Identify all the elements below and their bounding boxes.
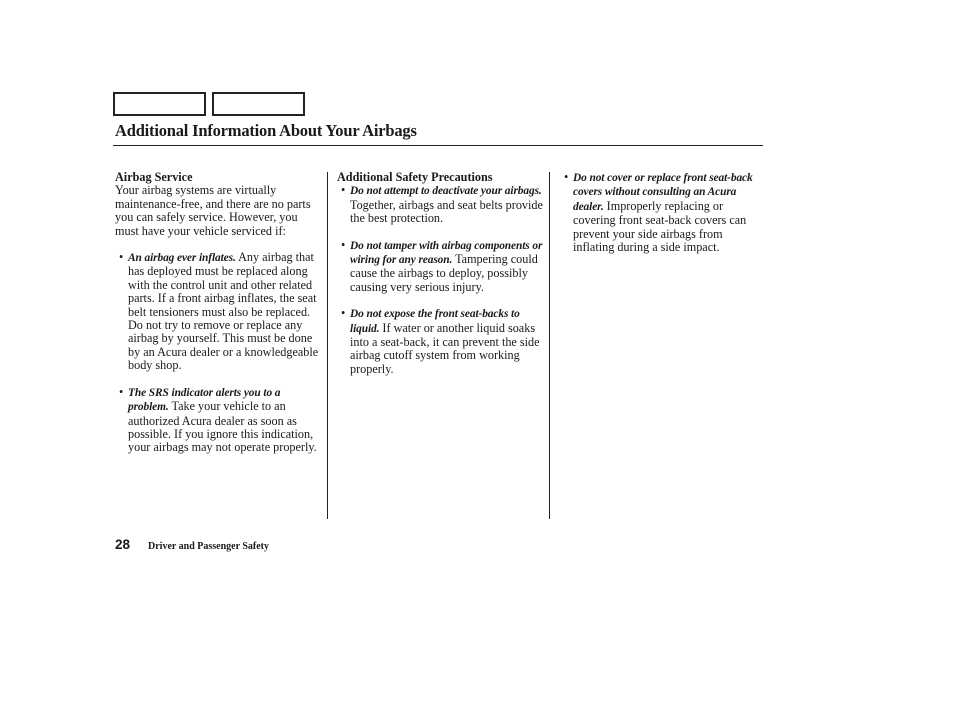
bullet-marker: •	[341, 306, 346, 321]
bullet-marker: •	[564, 170, 569, 184]
title-rule	[113, 145, 763, 146]
bullet-text: If water or another liquid soaks into a seat-back, it can prevent the side airbag cutoff system from working properly.	[350, 320, 540, 376]
bullet-lead: Do not expose the front seat-backs to liquid.	[350, 308, 520, 335]
bullet-text: Improperly replacing or covering front seat-back covers can prevent your side airbags from inflating during a side impact.	[573, 198, 747, 255]
bullet-lead: Do not cover or replace front seat-back covers without consulting an Acura dealer.	[573, 172, 753, 213]
bullet-airbag-inflates	[115, 251, 323, 373]
section-footer: Driver and Passenger Safety	[148, 541, 270, 552]
nav-tab-box-left	[113, 92, 206, 116]
column-airbag-service	[115, 171, 323, 455]
bullet-text: Tampering could cause the airbags to deploy, possibly causing very serious injury.	[350, 252, 538, 294]
bullet-marker: •	[341, 237, 346, 252]
airbag-service-intro: Your airbag systems are virtually maintenance-free, and there are no parts you can safely service. However, you must have your vehicle serviced if:	[115, 183, 311, 238]
bullet-tamper	[337, 239, 543, 295]
bullet-text: Together, airbags and seat belts provide the best protection.	[350, 197, 543, 226]
bullet-text: Take your vehicle to an authorized Acura dealer as soon as possible. If you ignore this indication, your airbags may not operate properly.	[128, 399, 317, 455]
page-title: Additional Information About Your Airbags	[115, 121, 417, 140]
bullet-liquid	[337, 307, 543, 376]
column-safety-precautions	[337, 171, 543, 376]
bullet-deactivate	[337, 184, 543, 225]
column-seat-back-covers	[560, 171, 763, 254]
bullet-lead: Do not tamper with airbag components or wiring for any reason.	[350, 239, 543, 267]
bullet-seat-back-covers	[560, 171, 763, 254]
bullet-lead: Do not attempt to deactivate your airbags.	[350, 185, 542, 198]
bullet-text: Any airbag that has deployed must be replaced along with the control unit and other related parts. If a front airbag inflates, the seat belt tensioners must also be replaced. Do not try to remove or replace any airbag by yourself. This must be done by an Acura dealer or a knowledgeable body shop.	[128, 250, 319, 373]
bullet-srs-indicator	[115, 386, 323, 455]
bullet-lead: The SRS indicator alerts you to a problem.	[128, 386, 281, 414]
column-divider	[327, 172, 328, 519]
airbag-service-heading: Airbag Service	[115, 170, 193, 184]
bullet-lead: An airbag ever inflates.	[128, 252, 236, 265]
column-divider	[549, 172, 550, 519]
nav-tab-box-right	[212, 92, 305, 116]
safety-precautions-heading: Additional Safety Precautions	[337, 170, 493, 184]
bullet-marker: •	[119, 384, 124, 399]
page-number: 28	[115, 537, 131, 552]
bullet-marker: •	[119, 250, 124, 265]
bullet-marker: •	[341, 183, 346, 198]
